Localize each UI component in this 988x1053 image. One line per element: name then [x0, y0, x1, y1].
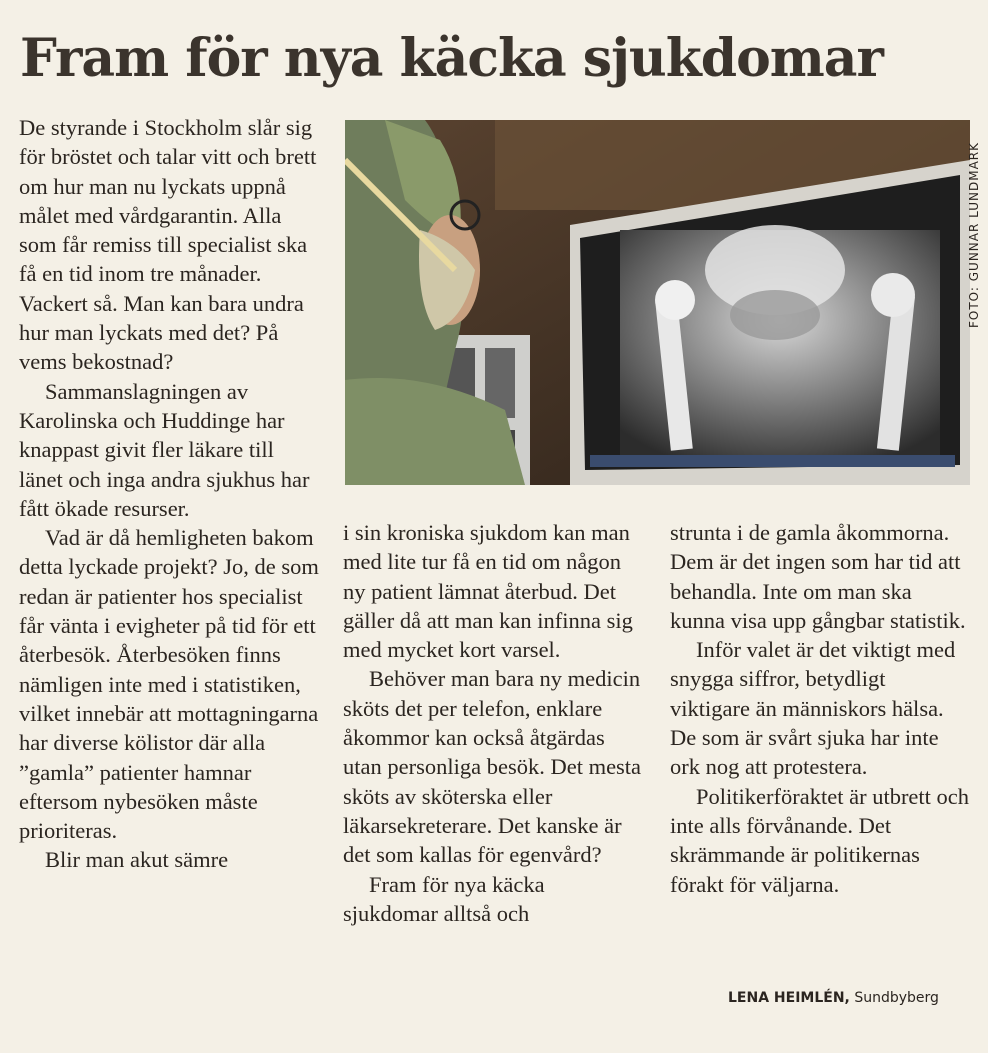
byline — [728, 990, 939, 1006]
paragraph: Politikerföraktet är utbrett och inte alls förvånande. Det skrämmande är politikernas förakt för väljarna. — [670, 783, 970, 897]
article-photo — [345, 120, 970, 485]
paragraph: Vad är då hemligheten bakom detta lyckade projekt? Jo, de som redan är patienter hos specialist får vänta i evigheter på tid för ett återbesök. Återbesöken finns nämligen inte med i statistiken, vilket innebär att mottagningarna har diverse kölistor där alla ”gamla” patienter hamnar eftersom nybesöken måste prioriteras. — [19, 525, 319, 844]
paragraph: strunta i de gamla åkommorna. Dem är det ingen som har tid att behandla. Inte om man ska kunna visa upp gångbar statistik. — [670, 520, 966, 633]
paragraph: Sammanslagningen av Karolinska och Huddinge har knappast givit fler läkare till länet och inga andra sjukhus har fått ökade resurser. — [19, 378, 310, 521]
photo-credit — [962, 120, 986, 350]
paragraph: i sin kroniska sjukdom kan man med lite tur få en tid om någon ny patient lämnat återbud. Det gäller då att man kan infinna sig med mycket kort varsel. — [343, 520, 633, 663]
paragraph: Inför valet är det viktigt med snygga siffror, betydligt viktigare än människors hälsa. De som är svårt sjuka har inte ork nog att protestera. — [670, 637, 956, 780]
column-3 — [670, 518, 970, 899]
paragraph: Behöver man bara ny medicin sköts det per telefon, enklare åkommor kan också åtgärdas utan personliga besök. Det mesta sköts av sköterska eller läkarsekreterare. Det kanske är det som kallas för egenvård? — [343, 666, 642, 868]
column-2 — [343, 518, 643, 928]
photo-credit-text: FOTO: GUNNAR LUNDMARK — [967, 141, 981, 329]
xray-photo-illustration — [345, 120, 970, 485]
paragraph: Fram för nya käcka sjukdomar alltså och — [343, 871, 545, 926]
headline: Fram för nya käcka sjukdomar — [20, 28, 883, 89]
column-1 — [19, 113, 319, 875]
author-name: LENA HEIMLÉN, — [728, 990, 850, 1006]
paragraph: De styrande i Stockholm slår sig för bröstet och talar vitt och brett om hur man nu lyckats uppnå målet med vårdgarantin. Alla som får remiss till specialist ska få en tid inom tre månader. Vackert så. Man kan bara undra hur man lyckats med det? På vems bekostnad? — [19, 115, 317, 375]
author-location: Sundbyberg — [854, 990, 939, 1006]
paragraph: Blir man akut sämre — [45, 847, 229, 873]
